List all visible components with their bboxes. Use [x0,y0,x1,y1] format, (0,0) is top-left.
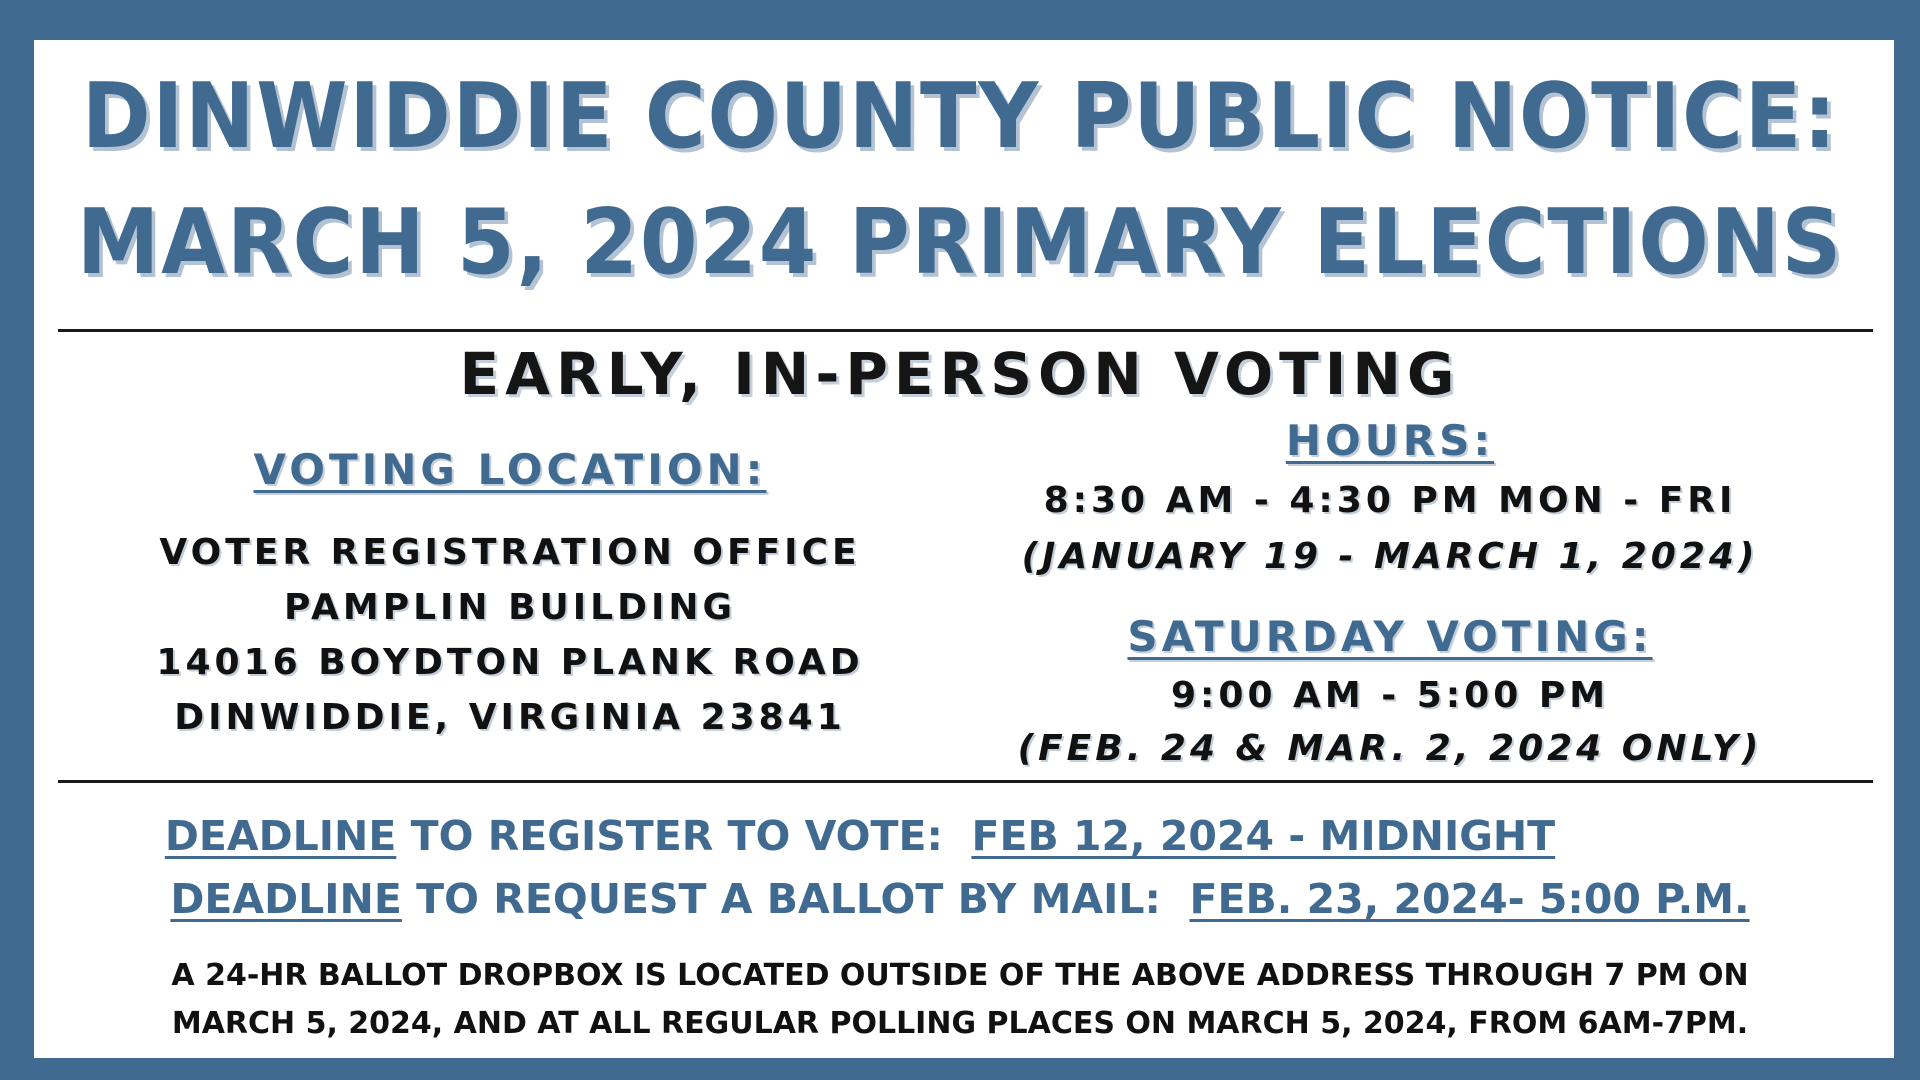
mail-ballot-deadline [0,875,1920,923]
deadline-keyword: DEADLINE [170,875,402,923]
address-line: PAMPLIN BUILDING [283,587,737,628]
weekday-date-range: (JANUARY 19 - MARCH 1, 2024) [1021,536,1759,577]
address-line: DINWIDDIE, VIRGINIA 23841 [174,697,846,738]
notice-title-line-2: MARCH 5, 2024 PRIMARY ELECTIONS [76,190,1844,295]
deadline-date: FEB 12, 2024 - MIDNIGHT [971,812,1556,860]
weekday-hours: 8:30 AM - 4:30 PM MON - FRI [1043,480,1737,521]
register-deadline [0,812,1820,860]
voting-location-heading: VOTING LOCATION: [253,445,767,494]
deadline-text: TO REQUEST A BALLOT BY MAIL: [401,875,1190,923]
deadline-keyword: DEADLINE [164,812,397,860]
dropbox-note-line-2: MARCH 5, 2024, AND AT ALL REGULAR POLLING PLACES ON MARCH 5, 2024, FROM 6AM-7PM. [171,1006,1749,1041]
saturday-dates: (FEB. 24 & MAR. 2, 2024 ONLY) [1017,728,1763,769]
divider-top [58,329,1873,332]
saturday-voting-heading: SATURDAY VOTING: [1127,612,1653,661]
address-line: VOTER REGISTRATION OFFICE [159,532,861,573]
hours-heading: HOURS: [1285,416,1495,465]
address-line: 14016 BOYDTON PLANK ROAD [156,642,864,683]
deadline-text: TO REGISTER TO VOTE: [396,812,972,860]
saturday-hours: 9:00 AM - 5:00 PM [1170,675,1610,716]
voting-location-address [60,525,960,745]
divider-bottom [58,780,1873,783]
dropbox-note-line-1: A 24-HR BALLOT DROPBOX IS LOCATED OUTSIDE OF THE ABOVE ADDRESS THROUGH 7 PM ON [171,958,1749,993]
notice-title-line-1: DINWIDDIE COUNTY PUBLIC NOTICE: [81,64,1839,169]
early-voting-heading: EARLY, IN-PERSON VOTING [459,340,1461,408]
deadline-date: FEB. 23, 2024- 5:00 P.M. [1189,875,1750,923]
